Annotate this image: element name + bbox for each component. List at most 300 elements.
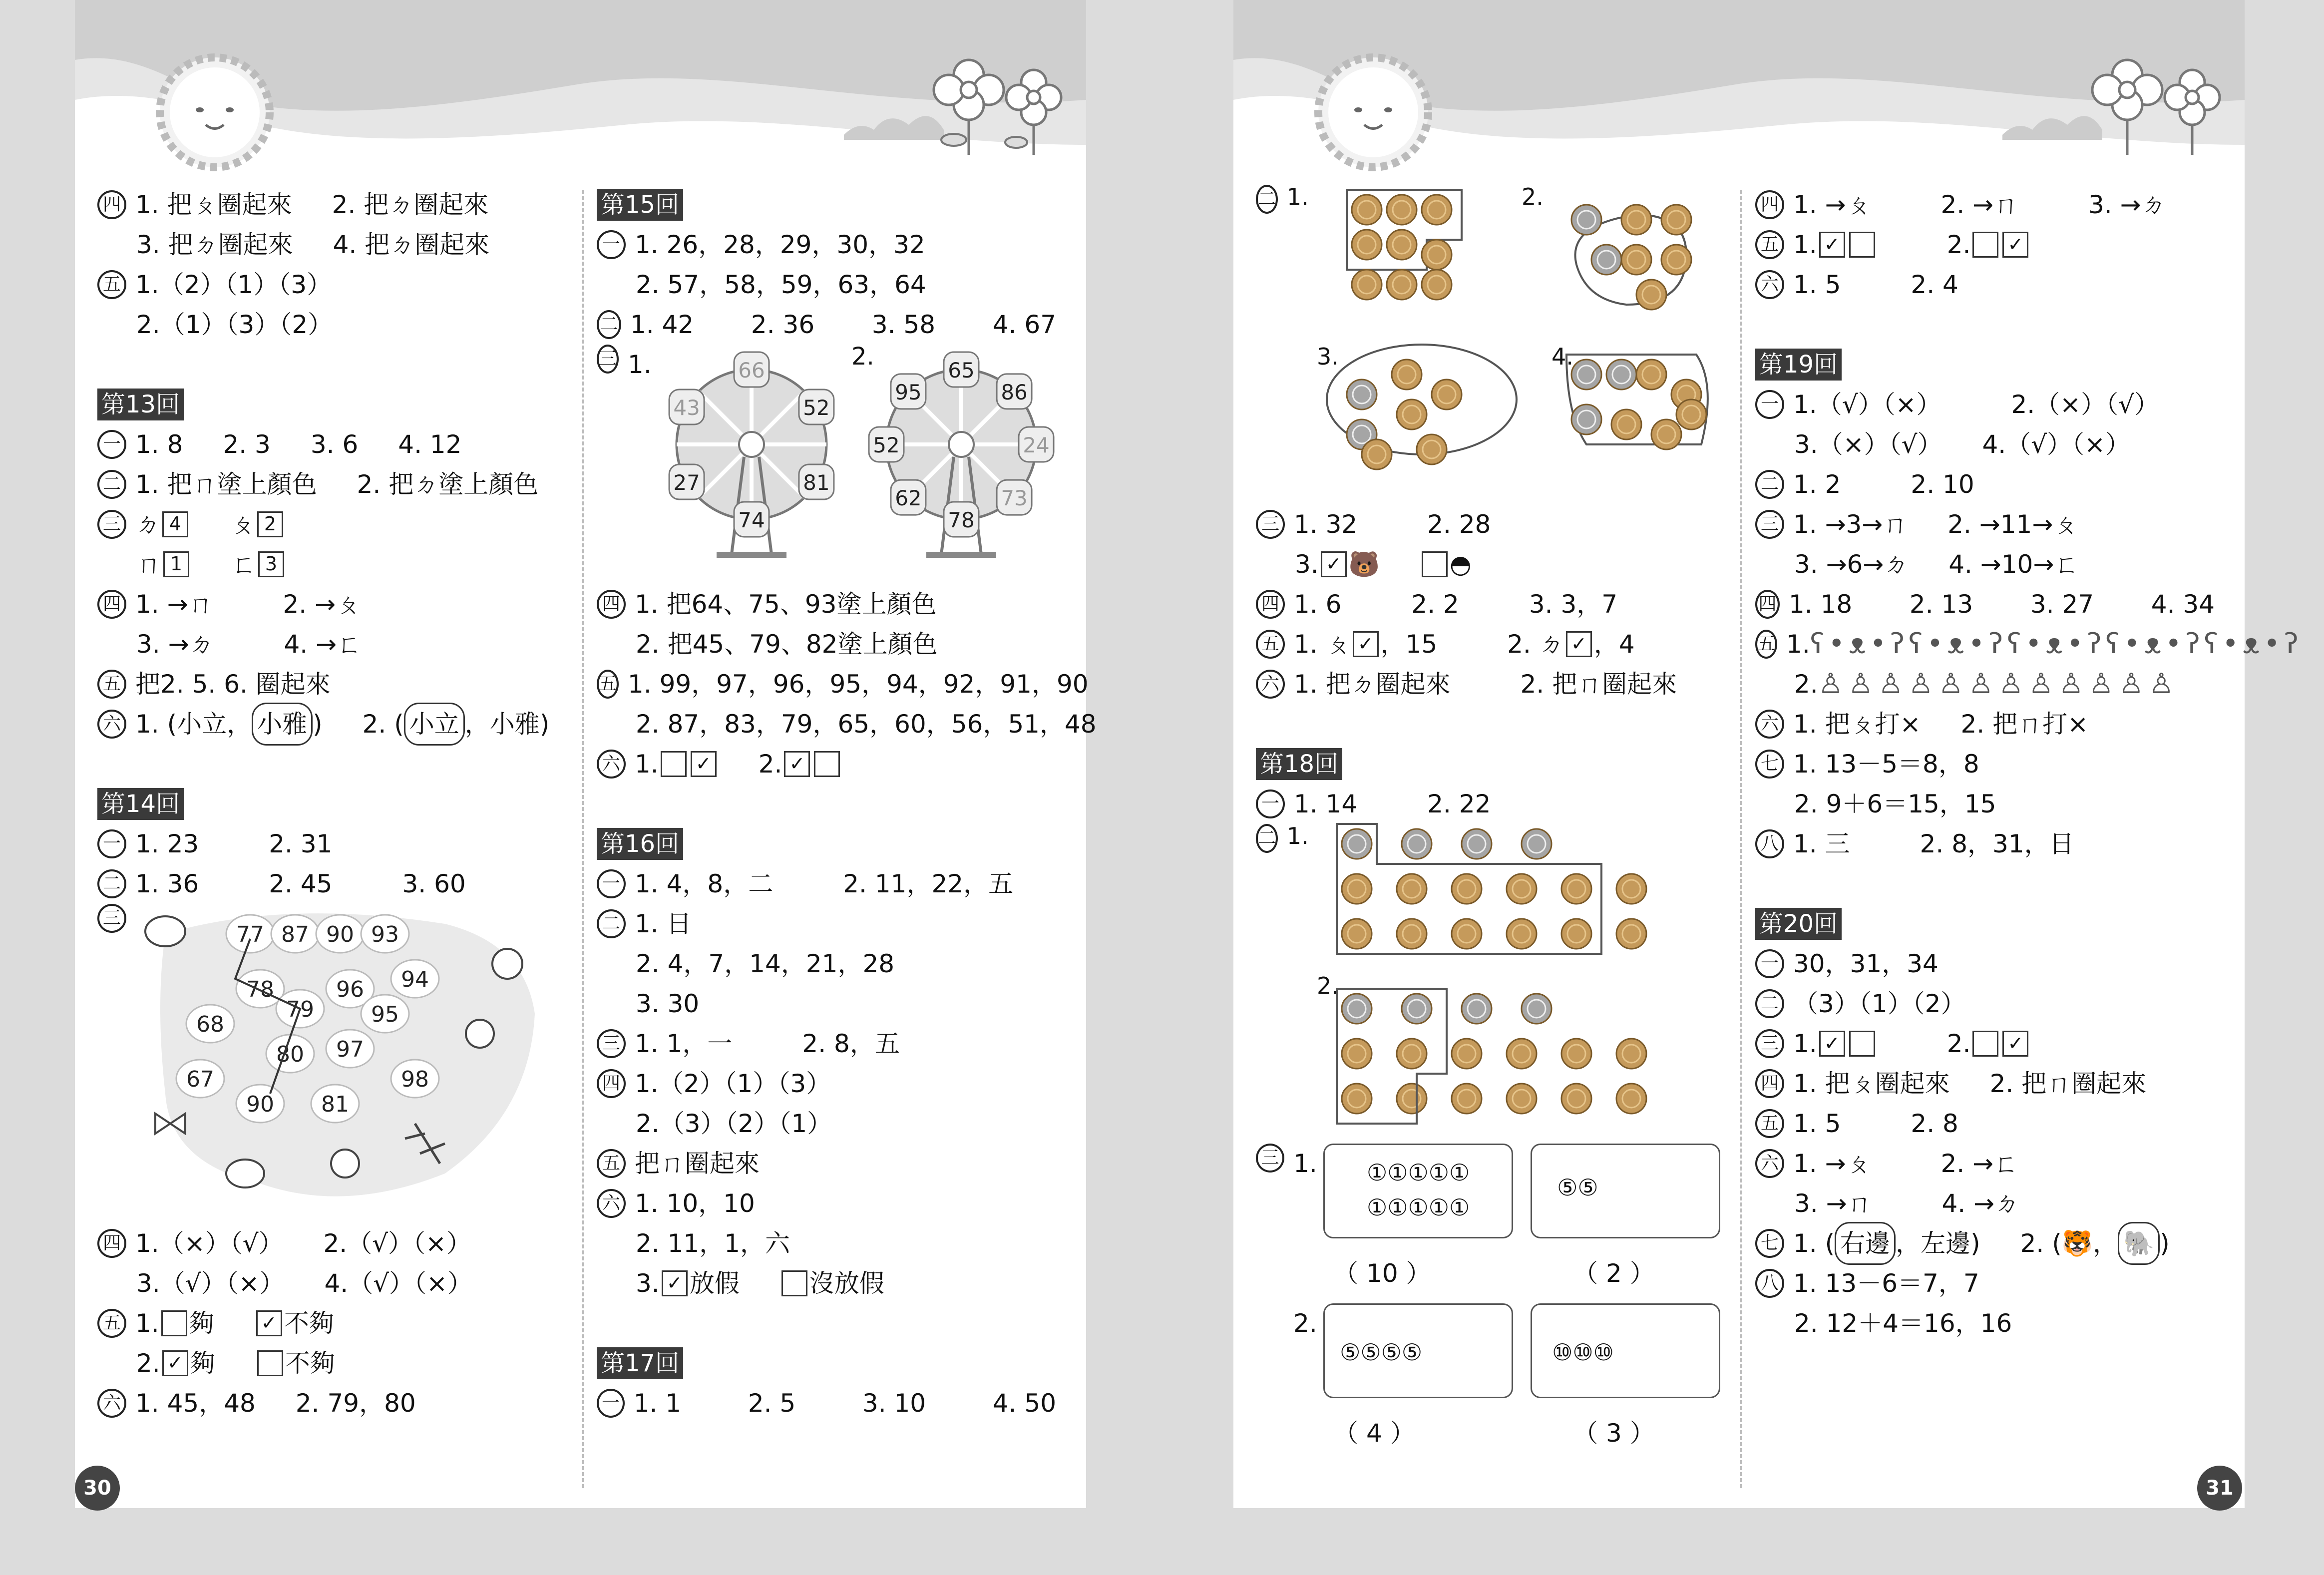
answer: 3. 10 [862, 1389, 926, 1418]
right-page [1233, 0, 2303, 1508]
answer: 4. →ㄉ [1941, 1189, 2019, 1218]
checkbox-checked: ✓ [256, 1310, 282, 1336]
answer: 不夠 [284, 1309, 334, 1338]
section-mark: 三 [597, 1029, 626, 1058]
silver-coin-icon [1591, 245, 1621, 275]
answer: 1. 把64、75、93塗上顏色 [635, 590, 937, 619]
section-mark: 一 [597, 869, 626, 898]
answer: 1. 4，8，二 [635, 869, 774, 898]
section-mark: 五 [1755, 230, 1784, 259]
answer: ，4 [1593, 630, 1635, 659]
gold-coin-icon [1507, 919, 1537, 949]
answer: 1. [635, 750, 659, 779]
answer: 4. →ㄈ [284, 630, 362, 659]
answer-box: 2 [257, 511, 283, 537]
maze-number: 87 [281, 922, 309, 947]
answer: 把ㄇ圈起來 [635, 1149, 760, 1178]
section-mark: 四 [97, 590, 126, 619]
maze-number: 94 [401, 967, 429, 992]
bird-icon [492, 949, 522, 979]
gondola-number: 78 [948, 508, 975, 532]
snail-icon [226, 1160, 264, 1187]
gold-coin-icon [1422, 270, 1452, 300]
left-column-1 [97, 185, 557, 1423]
section-mark: 五 [97, 1309, 126, 1338]
answer: 放假 [689, 1269, 740, 1298]
section-mark: 二 [97, 869, 126, 898]
answer: 4. 把ㄉ圈起來 [333, 230, 490, 259]
gondola-number: 52 [802, 395, 830, 420]
silver-coin-icon [1571, 404, 1601, 434]
gold-coin-icon [1452, 874, 1482, 904]
answer: 3. 30 [636, 989, 700, 1018]
answer: 1. 2 [1793, 470, 1841, 499]
answer: 把2. 5. 6. 圈起來 [135, 670, 331, 699]
answer: 3. [636, 1269, 660, 1298]
answer: 2. 8，31，日 [1920, 829, 2074, 858]
silver-coin-icon [1606, 360, 1636, 390]
answer: 1. 42 [630, 310, 694, 339]
bun-icon: ◓ [1449, 550, 1472, 579]
maze-number: 78 [246, 977, 274, 1002]
maze-number: 93 [371, 922, 399, 947]
section-mark: 五 [97, 270, 126, 299]
answer: 3.（×）（√） [1794, 430, 1942, 459]
page-number: 31 [2197, 1466, 2242, 1511]
answer: 1. 把ㄆ圈起來 [135, 190, 292, 219]
gold-coin-icon [1507, 1084, 1537, 1114]
answer: 1. [1793, 1029, 1817, 1058]
gold-coin-icon [1616, 919, 1646, 949]
answer: 2. 5 [748, 1389, 796, 1418]
gold-coin-icon [1611, 409, 1641, 439]
answer: 1. 把ㄉ圈起來 [1294, 670, 1451, 699]
gold-coin-icon [1417, 434, 1447, 464]
figure-label: 2. [1317, 972, 1339, 999]
gondola-number: 27 [673, 470, 700, 495]
section-mark: 三 [1256, 510, 1285, 539]
answer: 3. →ㄇ [1794, 1189, 1872, 1218]
gondola-number: 95 [894, 380, 922, 404]
checkbox-checked: ✓ [784, 751, 810, 777]
answer: 1. 13－6＝7，7 [1793, 1269, 1979, 1298]
checkbox-checked: ✓ [691, 751, 717, 777]
section-mark: 二 [1256, 824, 1278, 853]
section-mark: 五 [97, 670, 126, 699]
maze-number: 81 [321, 1092, 349, 1117]
section-mark: 一 [597, 230, 626, 259]
gold-coin-icon [1362, 439, 1392, 469]
section-mark: 五 [1755, 630, 1777, 659]
answer: 2. 87，83，79，65，60，56，51，48 [636, 710, 1097, 739]
coin-box: ⑤⑤⑤⑤ [1323, 1303, 1513, 1398]
sun-icon [150, 47, 280, 177]
silver-coin-icon [1522, 994, 1551, 1024]
round-header: 第20回 [1755, 908, 1842, 940]
silver-coin-icon [1571, 360, 1601, 390]
section-mark: 五 [1755, 1109, 1784, 1138]
answer: 1. 5 [1793, 270, 1841, 299]
section-mark: 四 [1256, 590, 1285, 619]
section-mark: 一 [97, 430, 126, 459]
gondola-number: 43 [673, 395, 700, 420]
figure-label: 4. [1551, 343, 1573, 370]
section-mark: 三 [97, 904, 126, 933]
maze-number: 96 [336, 977, 364, 1002]
checkbox-empty [1849, 232, 1875, 258]
gold-coin-icon [1507, 874, 1537, 904]
gold-coin-icon [1397, 919, 1427, 949]
maze-number: 95 [371, 1002, 399, 1027]
section-mark: 六 [1256, 670, 1285, 699]
answer: 2. 把45、79、82塗上顏色 [636, 630, 938, 659]
answer: 1. 把ㄇ塗上顏色 [135, 470, 317, 499]
answer: 2. →ㄆ [283, 590, 361, 619]
gondola-number: 66 [738, 358, 765, 383]
gold-coin-icon [1422, 195, 1452, 225]
answer: 2. [1946, 230, 1971, 259]
section-mark: 六 [97, 1389, 126, 1418]
section-mark: 七 [1755, 1229, 1784, 1258]
answer: 沒放假 [809, 1269, 884, 1298]
answer: 3. 6 [310, 430, 359, 459]
gold-coin-icon [1387, 270, 1417, 300]
answer: ㄈ [231, 550, 256, 579]
answer: 1. 45，48 [135, 1389, 256, 1418]
section-mark: 四 [1755, 190, 1784, 219]
answer: （ 10 ） [1333, 1259, 1431, 1288]
section-mark: 七 [1755, 750, 1784, 779]
gold-coin-icon [1397, 874, 1427, 904]
answer: 3. [1295, 550, 1319, 579]
maze-number: 77 [236, 922, 264, 947]
answer-box: 4 [162, 511, 188, 537]
silver-coin-icon [1462, 994, 1492, 1024]
answer: 1.（×）（√） [135, 1229, 284, 1258]
answer: 1. 36 [135, 869, 199, 898]
answer: 4.（√）（×） [1982, 430, 2130, 459]
coin-count-boxes [1293, 1144, 1715, 1453]
answer: 3. →6→ㄉ [1794, 550, 1909, 579]
answer: 1. →3→ㄇ [1793, 510, 1908, 539]
answer: 1.（√）（×） [1793, 390, 1941, 419]
section-mark: 一 [1755, 949, 1784, 978]
checkbox-empty [257, 1350, 283, 1376]
answer: 2. →11→ㄆ [1947, 510, 2078, 539]
section-mark: 三 [597, 345, 619, 374]
section-mark: 二 [1755, 470, 1784, 499]
answer: 3. 27 [2030, 590, 2094, 619]
gold-coin-icon [1352, 195, 1382, 225]
answer: 1. 把ㄆ圈起來 [1793, 1069, 1950, 1098]
answer: 1. →ㄆ [1793, 190, 1871, 219]
gold-coin-icon [1561, 1084, 1591, 1114]
checkbox-empty [661, 751, 687, 777]
section-mark: 二 [97, 470, 126, 499]
figure-label: 2. [851, 343, 874, 371]
gondola-number: 65 [948, 358, 975, 383]
answer: （3）（1）（2） [1793, 989, 1966, 1018]
answer: 2. ( [2020, 1229, 2062, 1258]
answer: 1. 13－5＝8，8 [1793, 750, 1979, 779]
gold-coin-icon [1452, 1084, 1482, 1114]
answer: ㄉ [135, 510, 160, 539]
number-maze-figure [135, 904, 545, 1203]
answer: 4. 12 [398, 430, 462, 459]
section-mark: 四 [597, 1069, 626, 1098]
gold-coin-icon [1661, 245, 1691, 275]
answer: 1. 99，97，96，95，94，92，91，90 [628, 670, 1089, 699]
answer-box: 3 [258, 551, 284, 577]
round-header: 第13回 [97, 389, 184, 420]
right-column-1 [1256, 185, 1715, 1463]
checkbox-checked: ✓ [162, 1350, 188, 1376]
answer: （ 3 ） [1573, 1419, 1655, 1448]
gold-coin-icon [1507, 1039, 1537, 1069]
section-mark: 三 [97, 510, 126, 539]
gold-coin-icon [1561, 1039, 1591, 1069]
answer: 2. 4，7，14，21，28 [636, 949, 895, 978]
answer: 1. 1 [633, 1389, 682, 1418]
circled-answer: 右邊 [1835, 1222, 1896, 1265]
checkbox-empty [781, 1270, 807, 1296]
answer: 1. 日 [635, 909, 692, 938]
answer: 1. 10，10 [635, 1189, 755, 1218]
gold-coin-icon [1651, 419, 1681, 449]
answer: 1. 23 [135, 829, 199, 858]
answer: 3. 58 [871, 310, 936, 339]
answer: 2.（3）（2）（1） [636, 1109, 832, 1138]
section-mark: 二 [1755, 989, 1784, 1018]
answer: 3. 3，7 [1529, 590, 1618, 619]
bee-icon [331, 1150, 359, 1178]
circled-answer: 小立 [404, 703, 465, 746]
coin-arrangement-figure [1287, 824, 1716, 1134]
answer: 2. →ㄇ [1940, 190, 2018, 219]
round-header: 第14回 [97, 788, 184, 820]
answer: ，左邊) [1896, 1229, 1980, 1258]
label: 2. [1293, 1309, 1317, 1338]
gold-coin-icon [1616, 874, 1646, 904]
section-mark: 一 [97, 829, 126, 858]
gold-coin-icon [1452, 919, 1482, 949]
maze-number: 90 [326, 922, 354, 947]
checkbox-checked: ✓ [2002, 232, 2028, 258]
answer: 2. 8 [1911, 1109, 1958, 1138]
gold-coin-icon [1661, 205, 1691, 235]
ladybug-icon [466, 1020, 494, 1048]
section-mark: 四 [597, 590, 626, 619]
answer: 4.（√）（×） [324, 1269, 472, 1298]
gold-coin-icon [1392, 360, 1422, 390]
gold-coin-icon [1561, 874, 1591, 904]
answer: 3. 把ㄉ圈起來 [136, 230, 293, 259]
answer: 4. →10→ㄈ [1948, 550, 2079, 579]
answer: ) [313, 710, 323, 739]
circled-answer: 小雅 [252, 703, 313, 746]
section-mark: 五 [1256, 630, 1285, 659]
answer: 1. [628, 350, 652, 379]
answer: 1. →ㄆ [1793, 1149, 1871, 1178]
answer: 4. 34 [2151, 590, 2215, 619]
gold-coin-icon [1397, 399, 1427, 429]
gold-coin-icon [1616, 1084, 1646, 1114]
figure-label: 1. [1287, 822, 1309, 849]
answer: 3.（√）（×） [136, 1269, 285, 1298]
answer: 1. 8 [135, 430, 183, 459]
answer: 2. 22 [1427, 789, 1491, 818]
silver-coin-icon [1342, 829, 1372, 859]
answer: ㄇ [136, 550, 161, 579]
silver-coin-icon [1402, 829, 1432, 859]
section-mark: 一 [1256, 789, 1285, 818]
checkbox-checked: ✓ [1353, 631, 1379, 657]
gold-coin-icon [1352, 270, 1382, 300]
checkbox-empty [1972, 232, 1998, 258]
section-mark: 三 [1256, 1144, 1284, 1173]
sun-icon [1308, 47, 1438, 177]
checkbox-checked: ✓ [1566, 631, 1592, 657]
checkbox-empty [1849, 1031, 1875, 1057]
section-mark: 四 [1755, 1069, 1784, 1098]
section-mark: 五 [597, 1149, 626, 1178]
checkbox-checked: ✓ [1819, 232, 1845, 258]
gold-coin-icon [1621, 205, 1651, 235]
maze-number: 97 [336, 1037, 364, 1062]
gold-coin-icon [1422, 240, 1452, 270]
answer: 夠 [190, 1349, 215, 1378]
answer: 1. →ㄇ [135, 590, 213, 619]
answer: 2. 把ㄇ圈起來 [1520, 670, 1677, 699]
round-header: 第19回 [1755, 349, 1842, 381]
bear-row-icon: ʕ•ᴥ•ʔʕ•ᴥ•ʔʕ•ᴥ•ʔʕ•ᴥ•ʔʕ•ᴥ•ʔ [1810, 628, 2303, 660]
round-header: 第17回 [597, 1347, 683, 1379]
answer: 1.（2）（1）（3） [135, 270, 332, 299]
answer: 2. 8，五 [802, 1029, 900, 1058]
answer: 2. 28 [1427, 510, 1491, 539]
answer: 1. 三 [1793, 829, 1850, 858]
answer: 2. 10 [1911, 470, 1974, 499]
answer: 2. 11，22，五 [843, 869, 1014, 898]
round-header: 第16回 [597, 828, 683, 860]
section-mark: 一 [597, 1389, 625, 1418]
answer: 1.（2）（1）（3） [635, 1069, 831, 1098]
right-column-2: 四 1. →ㄆ 2. →ㄇ 3. →ㄉ 五 1. ✓ 2. ✓ 六 1. 5 2. 4 第19回 一 1.（√）（×） 2.（×）（√） 3.（×）（√） 4.（√）（×） 二 1. 2 2. 10 三 1. →3→ㄇ 2. →11→ㄆ 3. →6→ㄉ 4. →10→ㄈ 四 1. 18 2. 13 3. 27 4. 34 五 1. ʕ•ᴥ•ʔʕ•ᴥ•ʔʕ•ᴥ•ʔʕ•ᴥ•ʔʕ•ᴥ•ʔ 2. ♙♙♙♙♙♙♙♙♙♙♙♙ 六 1. 把ㄆ打× 2. 把ㄇ打× 七 1. 13－5＝8，8 2. 9＋6＝15，15 八 1. 三 2. 8，31，日 第20回 一 30，31，34 二 （3）（1）（2） 三 1. ✓ 2. ✓ 四 1. 把ㄆ圈起來 2. 把ㄇ圈起來 五 1. 5 2. 8 六 1. →ㄆ 2. →ㄈ 3. →ㄇ 4. →ㄉ 七 1. ( 右邊 ，左邊) 2. ( 🐯 ， 🐘 ) 八 1. 13－6＝7，7 2. 12＋4＝16，16 [1755, 185, 2215, 1343]
figurine-row-icon: ♙♙♙♙♙♙♙♙♙♙♙♙ [1818, 668, 2179, 700]
answer: （ 4 ） [1333, 1419, 1415, 1448]
silver-coin-icon [1347, 380, 1377, 409]
silver-coin-icon [1402, 994, 1432, 1024]
answer: 2. 57，58，59，63，64 [636, 270, 926, 299]
section-mark: 六 [597, 1189, 626, 1218]
answer: 2. [1946, 1029, 1971, 1058]
silver-coin-icon [1522, 829, 1551, 859]
answer: 2.（×）（√） [2011, 390, 2159, 419]
round-header: 第15回 [597, 189, 683, 221]
gold-coin-icon [1616, 1039, 1646, 1069]
section-mark: 六 [597, 750, 626, 779]
gondola-number: 73 [1001, 486, 1028, 511]
flower-decoration-icon [844, 55, 1064, 160]
checkbox-checked: ✓ [1819, 1031, 1845, 1057]
answer: 3. →ㄉ [2088, 190, 2166, 219]
gold-coin-icon [1621, 245, 1651, 275]
coin-box: ⑩⑩⑩ [1531, 1303, 1720, 1398]
section-mark: 六 [1755, 1149, 1784, 1178]
answer: ，小雅) [464, 710, 550, 739]
coin-box: ⑤⑤ [1531, 1144, 1720, 1238]
answer: 2. [136, 1349, 160, 1378]
answer: 2. 9＋6＝15，15 [1794, 789, 1996, 818]
answer: 夠 [189, 1309, 214, 1338]
answer: 4. 67 [992, 310, 1057, 339]
coin-groups-figure [1287, 185, 1716, 494]
gold-coin-icon [1452, 1039, 1482, 1069]
gold-coin-icon [1387, 230, 1417, 260]
answer: 2. 79，80 [295, 1389, 416, 1418]
bear-icon: 🐻 [1348, 550, 1380, 579]
answer: 3. →ㄉ [136, 630, 214, 659]
answer: 2. 3 [223, 430, 271, 459]
answer: 2. 31 [269, 829, 333, 858]
gold-coin-icon [1342, 919, 1372, 949]
answer: 2. 36 [751, 310, 815, 339]
checkbox-empty [161, 1310, 187, 1336]
answer: 2. 把ㄉ塗上顏色 [357, 470, 539, 499]
round-header: 第18回 [1256, 748, 1342, 780]
maze-number: 79 [286, 997, 314, 1022]
gold-coin-icon [1676, 399, 1706, 429]
answer: 1. ㄆ [1294, 630, 1351, 659]
maze-number: 68 [196, 1012, 224, 1037]
section-mark: 六 [1755, 270, 1784, 299]
answer: 2.（√）（×） [323, 1229, 471, 1258]
section-mark: 二 [597, 909, 626, 938]
section-mark: 六 [97, 710, 126, 739]
maze-number: 90 [246, 1092, 274, 1117]
silver-coin-icon [1571, 205, 1601, 235]
answer: 1. 5 [1793, 1109, 1841, 1138]
answer: 1. 14 [1294, 789, 1358, 818]
answer: 2. 12＋4＝16，16 [1794, 1309, 2012, 1338]
section-mark: 八 [1755, 829, 1784, 858]
gondola-number: 62 [894, 486, 922, 511]
silver-coin-icon [1342, 994, 1372, 1024]
answer: 2. 把ㄇ打× [1960, 710, 2088, 739]
maze-number: 67 [186, 1067, 214, 1092]
left-page [75, 0, 1097, 1508]
answer: 1. (小立， [135, 710, 252, 739]
flower-decoration-icon [2002, 55, 2222, 160]
answer: 1. [135, 1309, 159, 1338]
gondola-number: 86 [1001, 380, 1028, 404]
gold-coin-icon [1432, 380, 1462, 409]
answer: 2. [758, 750, 782, 779]
answer: 2. 把ㄇ圈起來 [1989, 1069, 2147, 1098]
answer: 1. 32 [1294, 510, 1358, 539]
section-mark: 六 [1755, 710, 1784, 739]
answer: 4. 50 [992, 1389, 1057, 1418]
answer: 1. 把ㄆ打× [1793, 710, 1921, 739]
section-mark: 二 [1256, 185, 1278, 214]
left-column-2 [597, 185, 1097, 1423]
silver-coin-icon [1462, 829, 1492, 859]
answer: 30，31，34 [1793, 949, 1938, 978]
gold-coin-icon [1342, 874, 1372, 904]
answer: 2. 13 [1909, 590, 1973, 619]
answer: 2. [1794, 670, 1818, 699]
gold-coin-icon [1342, 1039, 1372, 1069]
